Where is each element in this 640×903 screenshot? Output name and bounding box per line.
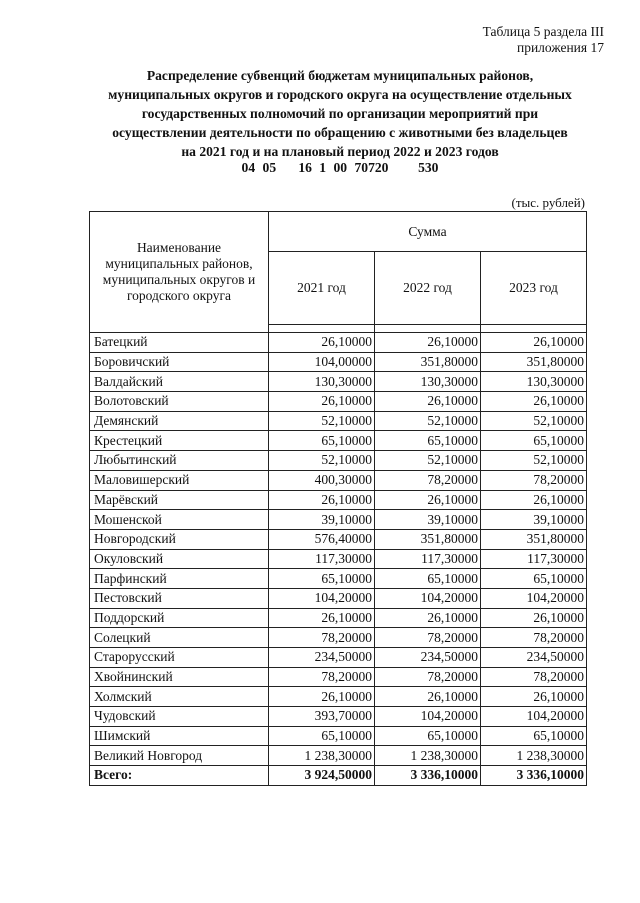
table-row — [90, 588, 587, 608]
table-body — [90, 333, 587, 786]
value-2023: 117,30000 — [481, 549, 587, 569]
row-name: Всего: — [90, 766, 269, 786]
value-2021: 65,10000 — [269, 726, 375, 746]
value-2022: 351,80000 — [375, 529, 481, 549]
value-2022: 65,10000 — [375, 569, 481, 589]
value-2021: 78,20000 — [269, 628, 375, 648]
column-header-2022: 2022 год — [375, 252, 481, 325]
table-row — [90, 667, 587, 687]
value-2023: 3 336,10000 — [481, 766, 587, 786]
table-reference-line-1: Таблица 5 раздела III — [482, 24, 604, 39]
value-2021: 1 238,30000 — [269, 746, 375, 766]
value-2023: 78,20000 — [481, 667, 587, 687]
table-reference — [483, 24, 604, 56]
value-2021: 26,10000 — [269, 687, 375, 707]
value-2021: 65,10000 — [269, 569, 375, 589]
table-row — [90, 451, 587, 471]
column-header-2021: 2021 год — [269, 252, 375, 325]
value-2023: 65,10000 — [481, 431, 587, 451]
title-line-3: государственных полномочий по организации мероприятий при — [141, 106, 539, 121]
table-row — [90, 726, 587, 746]
document-title — [60, 66, 620, 161]
table-row — [90, 549, 587, 569]
value-2023: 351,80000 — [481, 352, 587, 372]
value-2021: 78,20000 — [269, 667, 375, 687]
table-row — [90, 510, 587, 530]
column-header-name: Наименование муниципальных районов, муниципальных округов и городского округа — [90, 212, 269, 333]
total-row — [90, 766, 587, 786]
table-row — [90, 333, 587, 353]
spacer-cell — [481, 325, 587, 333]
table-row — [90, 392, 587, 412]
value-2023: 26,10000 — [481, 687, 587, 707]
table-row — [90, 746, 587, 766]
value-2022: 351,80000 — [375, 352, 481, 372]
value-2022: 39,10000 — [375, 510, 481, 530]
value-2023: 26,10000 — [481, 392, 587, 412]
value-2021: 104,00000 — [269, 352, 375, 372]
value-2021: 130,30000 — [269, 372, 375, 392]
column-header-2023: 2023 год — [481, 252, 587, 325]
row-name: Пестовский — [90, 588, 269, 608]
table-row — [90, 352, 587, 372]
value-2022: 104,20000 — [375, 707, 481, 727]
value-2021: 26,10000 — [269, 608, 375, 628]
row-name: Шимский — [90, 726, 269, 746]
value-2022: 104,20000 — [375, 588, 481, 608]
value-2021: 39,10000 — [269, 510, 375, 530]
value-2021: 104,20000 — [269, 588, 375, 608]
value-2023: 26,10000 — [481, 333, 587, 353]
row-name: Любытинский — [90, 451, 269, 471]
value-2023: 39,10000 — [481, 510, 587, 530]
value-2021: 117,30000 — [269, 549, 375, 569]
value-2022: 3 336,10000 — [375, 766, 481, 786]
spacer-cell — [375, 325, 481, 333]
value-2022: 1 238,30000 — [375, 746, 481, 766]
spacer-cell — [269, 325, 375, 333]
value-2023: 65,10000 — [481, 726, 587, 746]
table-row — [90, 648, 587, 668]
row-name: Парфинский — [90, 569, 269, 589]
row-name: Чудовский — [90, 707, 269, 727]
value-2021: 576,40000 — [269, 529, 375, 549]
row-name: Волотовский — [90, 392, 269, 412]
table-row — [90, 707, 587, 727]
value-2022: 52,10000 — [375, 411, 481, 431]
table-row — [90, 687, 587, 707]
value-2021: 52,10000 — [269, 411, 375, 431]
row-name: Демянский — [90, 411, 269, 431]
value-2021: 26,10000 — [269, 490, 375, 510]
row-name: Боровичский — [90, 352, 269, 372]
value-2023: 104,20000 — [481, 588, 587, 608]
row-name: Маловишерский — [90, 470, 269, 490]
value-2023: 130,30000 — [481, 372, 587, 392]
table-row — [90, 372, 587, 392]
budget-code: 04 05 16 1 00 70720 530 — [241, 160, 439, 175]
value-2021: 26,10000 — [269, 333, 375, 353]
value-2022: 52,10000 — [375, 451, 481, 471]
value-2022: 26,10000 — [375, 687, 481, 707]
value-2022: 26,10000 — [375, 392, 481, 412]
value-2022: 117,30000 — [375, 549, 481, 569]
value-2022: 78,20000 — [375, 470, 481, 490]
value-2022: 26,10000 — [375, 490, 481, 510]
table-row — [90, 529, 587, 549]
value-2023: 78,20000 — [481, 628, 587, 648]
row-name: Солецкий — [90, 628, 269, 648]
value-2022: 78,20000 — [375, 667, 481, 687]
value-2021: 234,50000 — [269, 648, 375, 668]
title-line-1: Распределение субвенций бюджетам муниципальных районов, — [146, 68, 534, 83]
value-2021: 26,10000 — [269, 392, 375, 412]
value-2022: 78,20000 — [375, 628, 481, 648]
row-name: Старорусский — [90, 648, 269, 668]
value-2022: 65,10000 — [375, 726, 481, 746]
value-2022: 234,50000 — [375, 648, 481, 668]
row-name: Батецкий — [90, 333, 269, 353]
row-name: Поддорский — [90, 608, 269, 628]
value-2021: 65,10000 — [269, 431, 375, 451]
subvention-table — [89, 211, 587, 786]
row-name: Валдайский — [90, 372, 269, 392]
table-row — [90, 411, 587, 431]
table-row — [90, 569, 587, 589]
title-line-2: муниципальных округов и городского округа на осуществление отдельных — [108, 87, 572, 102]
value-2022: 130,30000 — [375, 372, 481, 392]
value-2021: 400,30000 — [269, 470, 375, 490]
table-row — [90, 431, 587, 451]
table-row — [90, 490, 587, 510]
value-2023: 65,10000 — [481, 569, 587, 589]
unit-note: (тыс. рублей) — [511, 195, 585, 210]
row-name: Мошенской — [90, 510, 269, 530]
value-2021: 3 924,50000 — [269, 766, 375, 786]
value-2023: 52,10000 — [481, 451, 587, 471]
value-2022: 65,10000 — [375, 431, 481, 451]
title-line-5: на 2021 год и на плановый период 2022 и 2023 годов — [181, 144, 499, 159]
value-2023: 26,10000 — [481, 608, 587, 628]
value-2023: 1 238,30000 — [481, 746, 587, 766]
table-row — [90, 628, 587, 648]
table-row — [90, 608, 587, 628]
column-header-sum: Сумма — [269, 212, 587, 252]
row-name: Марёвский — [90, 490, 269, 510]
row-name: Великий Новгород — [90, 746, 269, 766]
row-name: Новгородский — [90, 529, 269, 549]
row-name: Окуловский — [90, 549, 269, 569]
value-2023: 26,10000 — [481, 490, 587, 510]
value-2023: 351,80000 — [481, 529, 587, 549]
value-2022: 26,10000 — [375, 333, 481, 353]
value-2023: 78,20000 — [481, 470, 587, 490]
value-2022: 26,10000 — [375, 608, 481, 628]
value-2023: 52,10000 — [481, 411, 587, 431]
value-2023: 104,20000 — [481, 707, 587, 727]
table-row — [90, 470, 587, 490]
title-line-4: осуществлении деятельности по обращению с животными без владельцев — [112, 125, 568, 140]
value-2021: 393,70000 — [269, 707, 375, 727]
row-name: Крестецкий — [90, 431, 269, 451]
value-2021: 52,10000 — [269, 451, 375, 471]
row-name: Хвойнинский — [90, 667, 269, 687]
value-2023: 234,50000 — [481, 648, 587, 668]
row-name: Холмский — [90, 687, 269, 707]
table-reference-line-2: приложения 17 — [516, 40, 604, 55]
